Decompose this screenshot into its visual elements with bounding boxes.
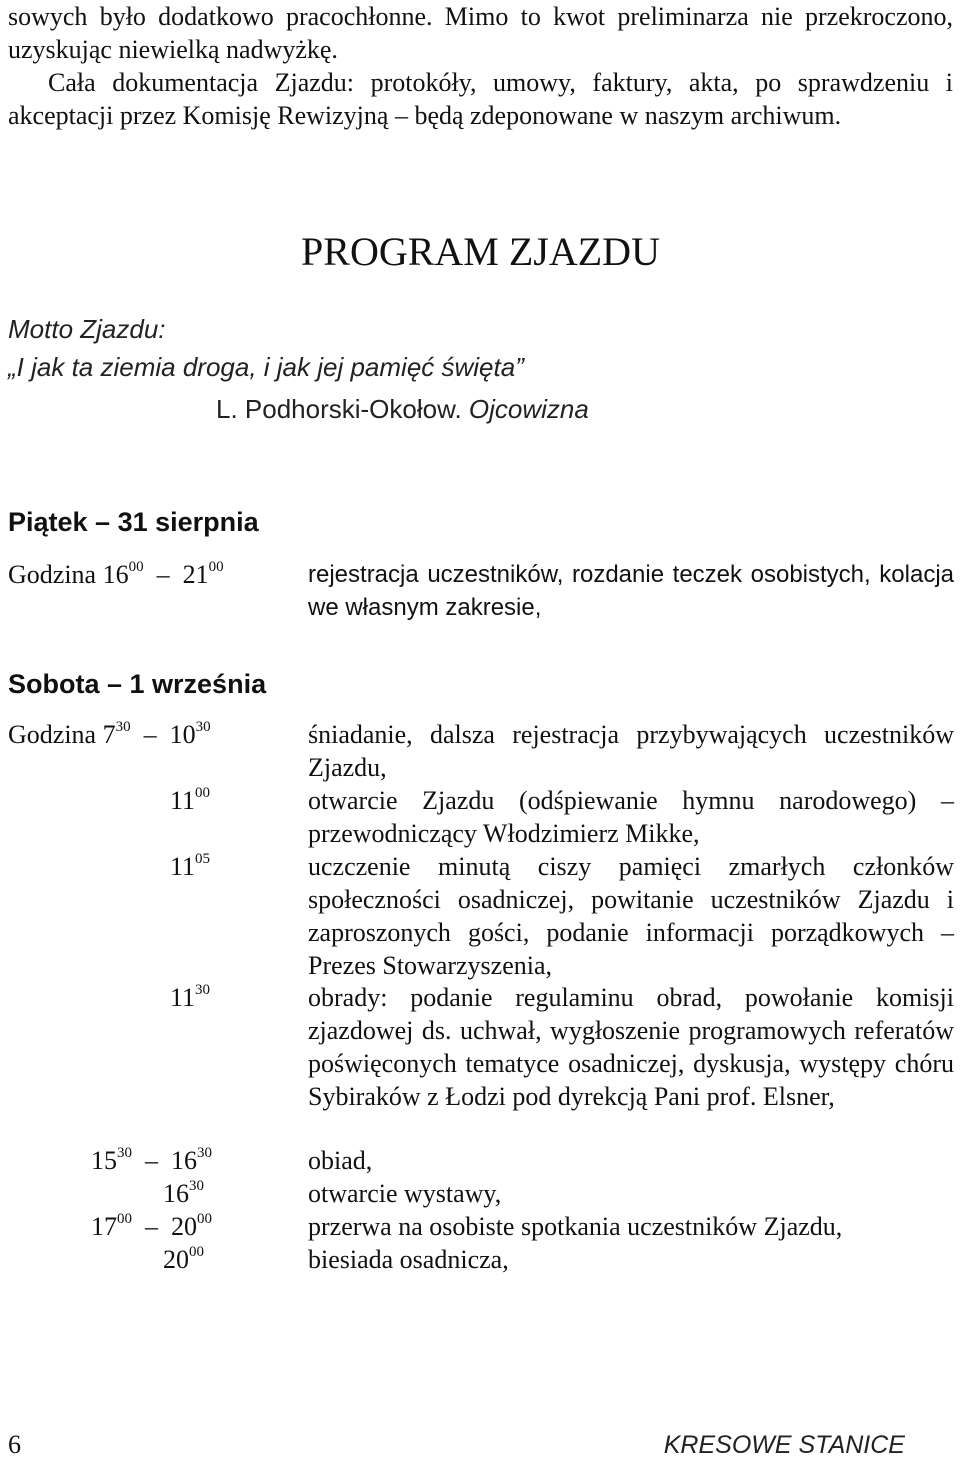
time-hour: 15 — [91, 1146, 117, 1175]
time-single — [163, 1243, 204, 1276]
motto-author: L. Podhorski-Okołow. — [216, 394, 462, 424]
time-hour: 16 — [163, 1179, 189, 1208]
time-minute: 05 — [195, 851, 211, 867]
intro-paragraph-1: sowych było dodatkowo pracochłonne. Mimo to kwot preliminarza nie przekroczono, uzyskując niewielką nadwyżkę. — [8, 2, 953, 64]
time-minute: 30 — [195, 982, 211, 998]
schedule-entry-text: uczczenie minutą ciszy pamięci zmarłych członków społeczności osadniczej, powitanie uczestników Zjazdu i zaproszonych gości, podanie informacji porządkowych – Prezes Stowarzyszenia, — [308, 852, 954, 980]
time-dash: – — [156, 560, 170, 589]
time-minute: 00 — [195, 785, 211, 801]
time-hour: 20 — [171, 1212, 197, 1241]
time-minute: 00 — [208, 559, 224, 575]
schedule-entry-text: otwarcie Zjazdu (odśpiewanie hymnu narodowego) – przewodniczący Włodzimierz Mikke, — [308, 786, 954, 848]
time-range — [8, 718, 211, 751]
time-dash: – — [143, 720, 157, 749]
motto-work-title: Ojcowizna — [468, 394, 589, 424]
schedule-entry-text: przerwa na osobiste spotkania uczestników Zjazdu, — [308, 1212, 843, 1241]
schedule-entry-text: obiad, — [308, 1146, 373, 1175]
time-minute: 00 — [189, 1244, 204, 1260]
time-hour: 20 — [163, 1245, 189, 1274]
time-single — [163, 1177, 204, 1210]
time-hour: 16 — [102, 560, 129, 589]
time-prefix: Godzina — [8, 720, 97, 749]
time-minute: 30 — [197, 1145, 212, 1161]
time-hour: 7 — [102, 720, 116, 749]
motto-label: Motto Zjazdu: — [8, 314, 166, 344]
motto-quote: „I jak ta ziemia droga, i jak jej pamięć święta” — [8, 352, 524, 382]
time-dash: – — [145, 1146, 158, 1175]
schedule-entry-text: śniadanie, dalsza rejestracja przybywających uczestników Zjazdu, — [308, 720, 954, 782]
time-hour: 11 — [170, 852, 196, 881]
time-minute: 30 — [117, 1145, 132, 1161]
time-minute: 00 — [128, 559, 144, 575]
time-hour: 10 — [169, 720, 196, 749]
time-hour: 21 — [182, 560, 209, 589]
motto-attribution — [216, 392, 589, 426]
time-minute: 30 — [115, 719, 131, 735]
schedule-entry-text: biesiada osadnicza, — [308, 1245, 509, 1274]
day-heading-saturday: Sobota – 1 września — [8, 669, 267, 699]
document-page — [8, 0, 953, 1462]
time-single — [170, 850, 210, 883]
publication-title: KRESOWE STANICE — [663, 1431, 905, 1459]
time-prefix: Godzina — [8, 560, 97, 589]
page-number: 6 — [8, 1430, 21, 1459]
program-heading: PROGRAM ZJAZDU — [301, 229, 660, 274]
time-single — [170, 981, 210, 1014]
time-minute: 30 — [195, 719, 211, 735]
time-range — [8, 558, 224, 591]
time-single — [170, 784, 210, 817]
time-dash: – — [145, 1212, 158, 1241]
time-range — [91, 1210, 212, 1243]
schedule-entry-text: obrady: podanie regulaminu obrad, powołanie komisji zjazdowej ds. uchwał, wygłoszenie programowych referatów poświęconych tematyce osadniczej, dyskusja, występy chóru Sybiraków z Łodzi pod dyrekcją Pani prof. Elsner, — [308, 983, 954, 1111]
intro-paragraph-2: Cała dokumentacja Zjazdu: protokóły, umowy, faktury, akta, po sprawdzeniu i akceptacji przez Komisję Rewizyjną – będą zdeponowane w naszym archiwum. — [8, 68, 953, 130]
day-heading-friday: Piątek – 31 sierpnia — [8, 507, 259, 537]
time-minute: 00 — [197, 1211, 212, 1227]
schedule-entry-text: otwarcie wystawy, — [308, 1179, 502, 1208]
time-hour: 11 — [170, 786, 196, 815]
time-range — [91, 1144, 212, 1177]
time-hour: 17 — [91, 1212, 117, 1241]
time-hour: 16 — [171, 1146, 197, 1175]
schedule-entry-text: rejestracja uczestników, rozdanie teczek osobistych, kolacja we własnym zakresie, — [308, 561, 954, 621]
time-hour: 11 — [170, 983, 196, 1012]
intro-section — [8, 0, 953, 132]
time-minute: 30 — [189, 1178, 204, 1194]
time-minute: 00 — [117, 1211, 132, 1227]
